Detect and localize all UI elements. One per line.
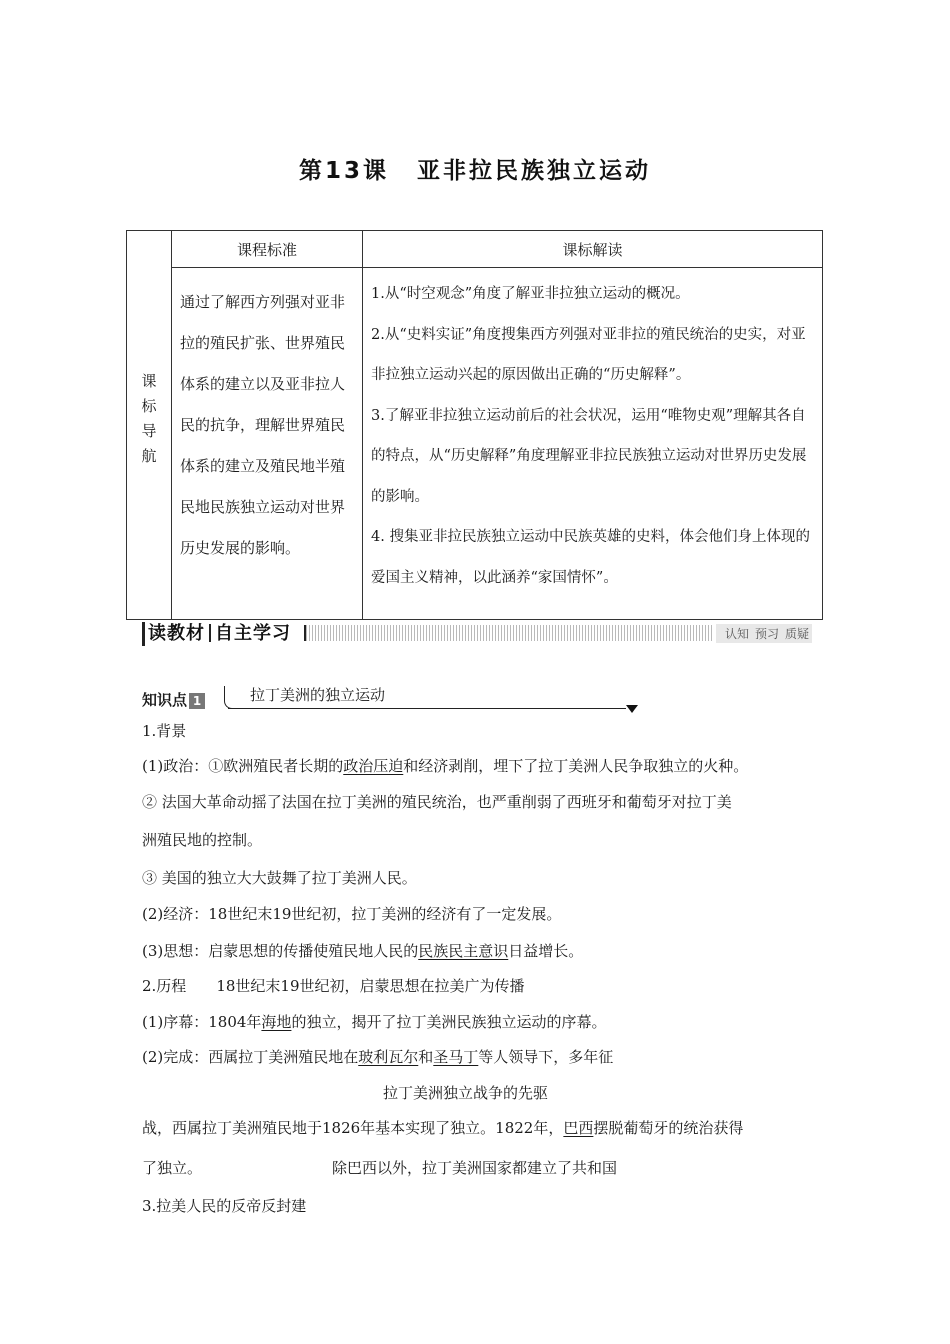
standard-text: 通过了解西方列强对亚非拉的殖民扩张、世界殖民体系的建立以及亚非拉人民的抗争，理解世界殖民体系的建立及殖民地半殖民地民族独立运动对世界历史发展的影响。 xyxy=(172,268,363,620)
curriculum-standards-table xyxy=(126,230,823,620)
paragraph: 洲殖民地的控制。 xyxy=(142,831,263,849)
paragraph: (1)政治：①欧洲殖民者长期的政治压迫和经济剥削，埋下了拉丁美洲人民争取独立的火种。 xyxy=(142,757,749,775)
banner-right: 自主学习 xyxy=(215,623,291,644)
paragraph: ② 法国大革命动摇了法国在拉丁美洲的殖民统治，也严重削弱了西班牙和葡萄牙对拉丁美 xyxy=(142,793,732,811)
banner-tag: 质疑 xyxy=(784,627,809,641)
paragraph: (2)经济：18世纪末19世纪初，拉丁美洲的经济有了一定发展。 xyxy=(142,905,562,923)
heading-background: 1.背景 xyxy=(142,722,187,740)
side-label-cell xyxy=(127,231,172,620)
knowledge-point-label: 知识点 xyxy=(142,691,188,709)
key-term: 玻利瓦尔 xyxy=(358,1048,419,1066)
banner-tags xyxy=(716,624,812,643)
side-note: 18世纪末19世纪初，启蒙思想在拉美广为传播 xyxy=(216,977,525,995)
heading-process: 2.历程 18世纪末19世纪初，启蒙思想在拉美广为传播 xyxy=(142,977,525,995)
interpretation-item: 4. 搜集亚非拉民族独立运动中民族英雄的史料，体会他们身上体现的爱国主义精神，以此涵养“家国情怀”。 xyxy=(371,529,810,586)
side-note: 拉丁美洲独立战争的先驱 xyxy=(383,1084,549,1102)
key-term: 民族民主意识 xyxy=(418,942,509,960)
side-label: 课标导航 xyxy=(139,373,158,473)
banner-hatch xyxy=(304,625,712,641)
paragraph: (3)思想：启蒙思想的传播使殖民地人民的民族民主意识日益增长。 xyxy=(142,942,584,960)
paragraph: (2)完成：西属拉丁美洲殖民地在玻利瓦尔和圣马丁等人领导下，多年征 xyxy=(142,1048,614,1066)
banner-left: 读教材 xyxy=(148,623,205,644)
paragraph: (1)序幕：1804年海地的独立，揭开了拉丁美洲民族独立运动的序幕。 xyxy=(142,1013,607,1031)
lesson-name: 亚非拉民族独立运动 xyxy=(417,158,651,184)
heading-resistance: 3.拉美人民的反帝反封建 xyxy=(142,1197,307,1215)
interpretation-item: 3.了解亚非拉独立运动前后的社会状况，运用“唯物史观”理解其各自的特点，从“历史解释”角度理解亚非拉民族独立运动对世界历史发展的影响。 xyxy=(371,407,807,505)
lesson-title xyxy=(0,152,950,185)
banner-tag: 预习 xyxy=(754,627,779,641)
knowledge-point-header xyxy=(142,684,642,718)
knowledge-point-title: 拉丁美洲的独立运动 xyxy=(250,686,386,704)
knowledge-point-number: 1 xyxy=(189,693,205,709)
section-banner xyxy=(142,622,812,646)
arrow-down-icon xyxy=(626,705,638,713)
banner-tag: 认知 xyxy=(724,627,749,641)
standard-header: 课程标准 xyxy=(172,231,363,268)
key-term: 圣马丁 xyxy=(433,1048,479,1066)
bracket-curve xyxy=(224,686,235,709)
lesson-number: 第13课 xyxy=(298,158,389,184)
paragraph: 战，西属拉丁美洲殖民地于1826年基本实现了独立。1822年，巴西摆脱葡萄牙的统治获得 xyxy=(142,1119,744,1137)
interpretation-header: 课标解读 xyxy=(363,231,823,268)
interpretation-item: 2.从“史料实证”角度搜集西方列强对亚非拉的殖民统治的史实，对亚非拉独立运动兴起的原因做出正确的“历史解释”。 xyxy=(371,326,806,383)
interpretation-item: 1.从“时空观念”角度了解亚非拉独立运动的概况。 xyxy=(371,286,690,302)
key-term: 政治压迫 xyxy=(343,757,404,775)
paragraph: 了独立。 xyxy=(142,1159,203,1177)
divider xyxy=(228,708,626,709)
paragraph: ③ 美国的独立大大鼓舞了拉丁美洲人民。 xyxy=(142,869,417,887)
key-term: 巴西 xyxy=(563,1119,594,1137)
side-note: 除巴西以外，拉丁美洲国家都建立了共和国 xyxy=(332,1159,618,1177)
key-term: 海地 xyxy=(261,1013,292,1031)
knowledge-point-badge xyxy=(142,689,205,710)
banner-title xyxy=(142,622,291,646)
interpretation-list xyxy=(363,268,823,620)
